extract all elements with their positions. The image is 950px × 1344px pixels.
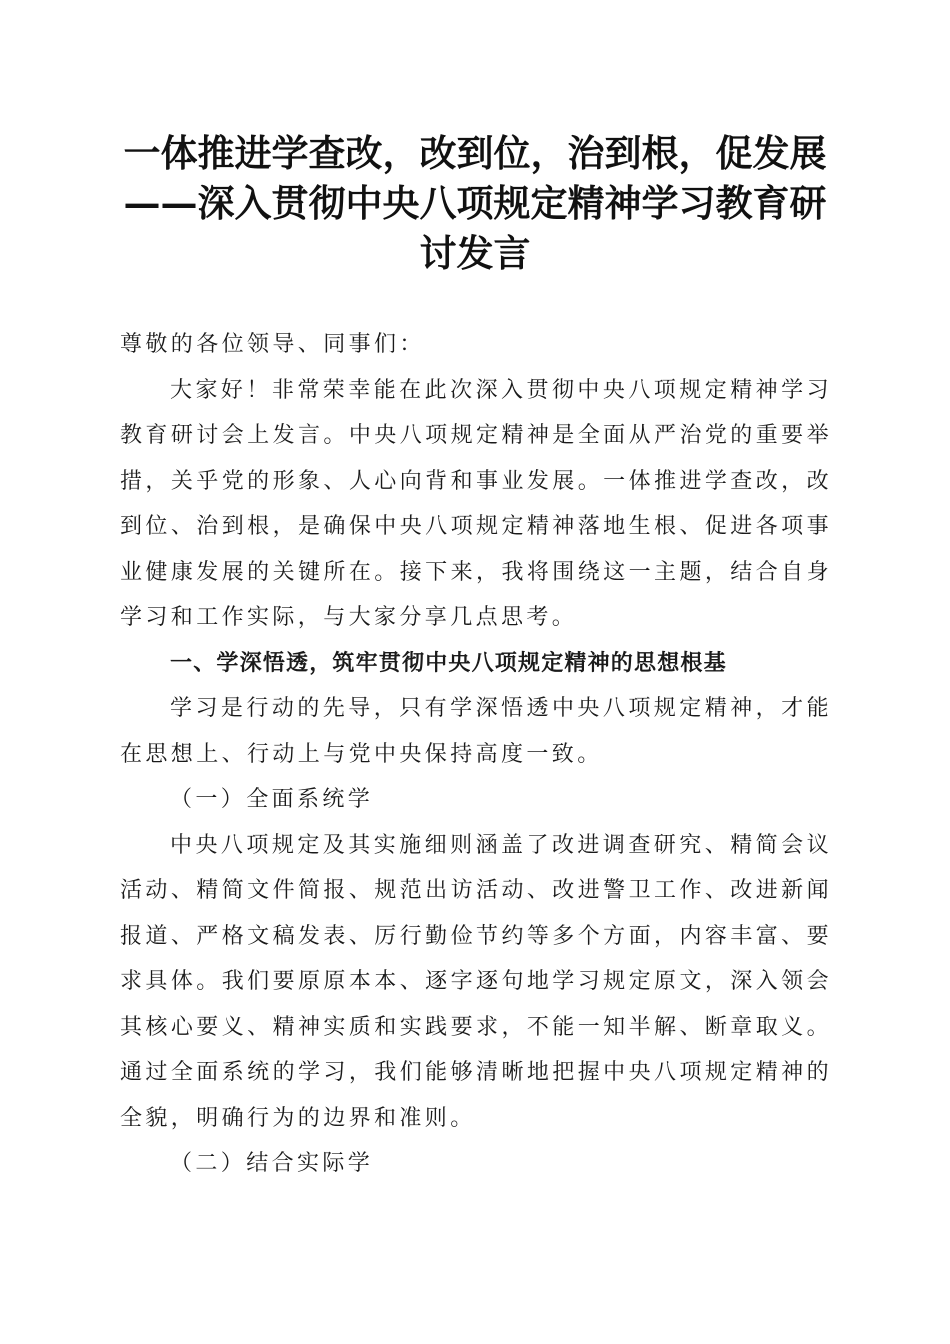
salutation: 尊敬的各位领导、同事们： xyxy=(120,332,425,357)
paragraph-subsection-1: 中央八项规定及其实施细则涵盖了改进调查研究、精简会议活动、精简文件简报、规范出访活动、改进警卫工作、改进新闻报道、严格文稿发表、厉行勤俭节约等多个方面，内容丰富、要求具体。我们要原原本本、逐字逐句地学习规定原文，深入领会其核心要义、精神实质和实践要求，不能一知半解、断章取义。通过全面系统的学习，我们能够清晰地把握中央八项规定精神的全貌，明确行为的边界和准则。 xyxy=(120,832,832,1131)
paragraph-section-1: 学习是行动的先导，只有学深悟透中央八项规定精神，才能在思想上、行动上与党中央保持高度一致。 xyxy=(120,696,832,767)
subsection-heading-2: （二）结合实际学 xyxy=(170,1151,374,1176)
document-body xyxy=(120,322,832,1187)
subsection-heading-1: （一）全面系统学 xyxy=(170,787,374,812)
paragraph-intro: 大家好！非常荣幸能在此次深入贯彻中央八项规定精神学习教育研讨会上发言。中央八项规定精神是全面从严治党的重要举措，关乎党的形象、人心向背和事业发展。一体推进学查改，改到位、治到根，是确保中央八项规定精神落地生根、促进各项事业健康发展的关键所在。接下来，我将围绕这一主题，结合自身学习和工作实际，与大家分享几点思考。 xyxy=(120,377,832,630)
document-title: 一体推进学查改，改到位，治到根，促发展——深入贯彻中央八项规定精神学习教育研讨发言 xyxy=(123,131,827,275)
section-heading-1: 一、学深悟透，筑牢贯彻中央八项规定精神的思想根基 xyxy=(170,649,727,676)
